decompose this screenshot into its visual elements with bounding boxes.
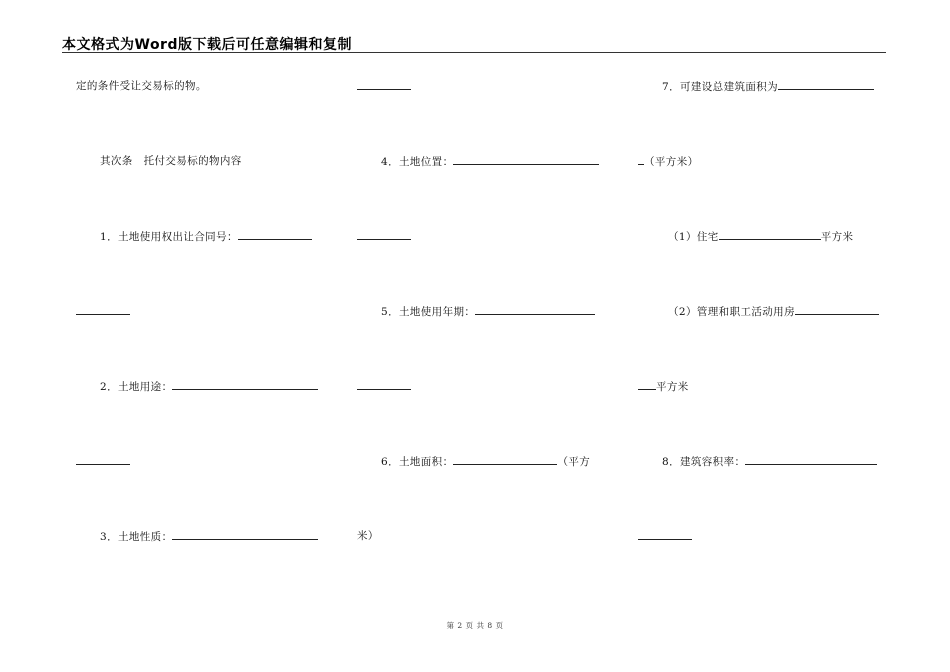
plot-ratio-blank[interactable] bbox=[745, 454, 877, 465]
field-contract-number bbox=[100, 229, 312, 244]
continuation-blank[interactable] bbox=[638, 529, 692, 540]
blank-line bbox=[357, 79, 411, 94]
land-area-label: 6．土地面积： bbox=[381, 456, 454, 468]
unit-line bbox=[638, 154, 699, 169]
land-nature-label: 3．土地性质： bbox=[100, 531, 173, 543]
field-plot-ratio bbox=[662, 454, 877, 469]
land-term-label: 5．土地使用年期： bbox=[381, 306, 476, 318]
document-header-title: 本文格式为Word版下载后可任意编辑和复制 bbox=[62, 37, 352, 53]
column-right bbox=[638, 0, 888, 672]
text-condition: 定的条件受让交易标的物。 bbox=[76, 80, 207, 92]
residential-area-blank[interactable] bbox=[719, 229, 821, 240]
blank-line bbox=[638, 529, 692, 544]
text-line bbox=[76, 79, 207, 93]
text-line bbox=[357, 529, 379, 543]
management-label: （2）管理和职工活动用房 bbox=[668, 306, 795, 318]
blank-line bbox=[76, 304, 130, 319]
total-floor-area-label: 7．可建设总建筑面积为 bbox=[662, 81, 779, 93]
field-land-area bbox=[381, 454, 590, 469]
column-middle bbox=[357, 0, 607, 672]
residential-label: （1）住宅 bbox=[668, 231, 719, 243]
field-residential-area bbox=[668, 229, 853, 244]
column-left bbox=[76, 0, 326, 672]
blank-line bbox=[76, 454, 130, 469]
section-heading bbox=[100, 154, 242, 168]
field-management-area bbox=[668, 304, 879, 319]
management-area-blank[interactable] bbox=[795, 304, 879, 315]
land-area-unit-close: 米） bbox=[357, 530, 379, 542]
plot-ratio-label: 8．建筑容积率： bbox=[662, 456, 746, 468]
land-use-label: 2．土地用途： bbox=[100, 381, 173, 393]
land-area-unit-open: （平方 bbox=[557, 456, 591, 468]
land-location-blank[interactable] bbox=[453, 154, 599, 165]
field-land-term bbox=[381, 304, 595, 319]
article-two-heading: 其次条 托付交易标的物内容 bbox=[100, 155, 242, 167]
continuation-blank[interactable] bbox=[357, 229, 411, 240]
page-number-footer: 第 2 页 共 8 页 bbox=[446, 621, 504, 630]
continuation-blank[interactable] bbox=[76, 454, 130, 465]
continuation-blank[interactable] bbox=[638, 379, 656, 390]
land-location-label: 4．土地位置： bbox=[381, 156, 454, 168]
land-area-blank[interactable] bbox=[453, 454, 557, 465]
continuation-blank[interactable] bbox=[76, 304, 130, 315]
unit-line bbox=[638, 379, 689, 394]
total-floor-area-blank[interactable] bbox=[778, 79, 874, 90]
contract-number-label: 1．土地使用权出让合同号： bbox=[100, 231, 238, 243]
management-unit: 平方米 bbox=[656, 381, 689, 393]
field-land-location bbox=[381, 154, 599, 169]
field-total-floor-area bbox=[662, 79, 874, 94]
field-land-use bbox=[100, 379, 318, 394]
land-use-blank[interactable] bbox=[172, 379, 318, 390]
contract-number-blank[interactable] bbox=[238, 229, 312, 240]
residential-unit: 平方米 bbox=[820, 231, 854, 243]
continuation-blank[interactable] bbox=[357, 379, 411, 390]
blank-line bbox=[357, 229, 411, 244]
blank-line bbox=[357, 379, 411, 394]
continuation-blank[interactable] bbox=[357, 79, 411, 90]
field-land-nature bbox=[100, 529, 318, 544]
land-nature-blank[interactable] bbox=[172, 529, 318, 540]
square-meter-unit: （平方米） bbox=[644, 156, 699, 168]
land-term-blank[interactable] bbox=[475, 304, 595, 315]
